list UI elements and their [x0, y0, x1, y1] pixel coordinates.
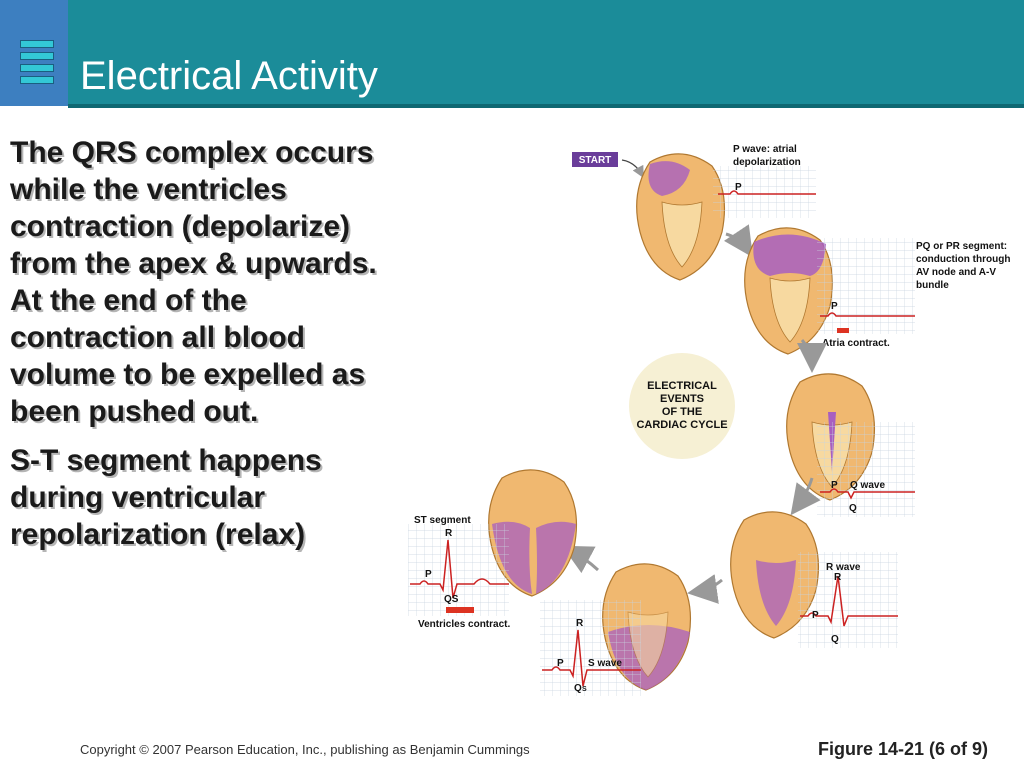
ecg-panel-1	[713, 144, 816, 218]
ecg3-q-letter: Q	[849, 503, 857, 514]
atria-contract-label: Atria contract.	[822, 338, 890, 349]
ecg2-p-letter: P	[831, 301, 838, 312]
start-arrow	[622, 160, 642, 175]
logo-stack-icon	[20, 40, 54, 88]
center-line-3: OF THE	[661, 406, 703, 418]
cycle-arrow-2	[802, 340, 812, 364]
cycle-arrow-1	[726, 234, 748, 250]
ecg6-qs-letters: QS	[444, 594, 459, 605]
start-label: START	[578, 155, 612, 166]
slide-title: Electrical Activity	[80, 54, 378, 98]
ecg-panel-3	[817, 422, 915, 517]
heart-1	[637, 154, 725, 280]
ecg4-q-letter: Q	[831, 634, 839, 645]
ecg5-r-letter: R	[576, 618, 584, 629]
copyright-text: Copyright © 2007 Pearson Education, Inc., publishing as Benjamin Cummings	[80, 742, 530, 757]
ecg5-p-letter: P	[557, 658, 564, 669]
ecg-panel-5	[540, 600, 641, 696]
s-wave-label: S wave	[588, 658, 622, 669]
body-text	[10, 134, 410, 565]
ecg3-p-letter: P	[831, 480, 838, 491]
ecg6-p-letter: P	[425, 569, 432, 580]
q-wave-label: Q wave	[850, 480, 886, 491]
figure-reference: Figure 14-21 (6 of 9)	[817, 739, 988, 759]
st-segment-label: ST segment	[414, 515, 471, 526]
ventricles-contract-label: Ventricles contract.	[418, 619, 511, 630]
ecg-panel-2	[817, 238, 1010, 349]
p-wave-line-1: P wave: atrial	[733, 144, 797, 155]
st-paragraph: S-T segment happens during ventricular repolarization (relax)	[10, 444, 322, 551]
header-divider	[68, 104, 1024, 108]
center-line-2: EVENTS	[659, 393, 705, 405]
pq-line-3: AV node and A-V	[916, 267, 996, 278]
ecg6-r-letter: R	[445, 528, 453, 539]
r-wave-label: R wave	[826, 562, 861, 573]
ecg1-p-letter: P	[735, 182, 742, 193]
qrs-paragraph: The QRS complex occurs while the ventricles contraction (depolarize) from the apex & upwards. At the end of the contraction all blood volume to be expelled as been pushed out.	[10, 136, 377, 428]
ecg5-s-letter: S	[582, 686, 587, 693]
ecg-panel-4	[798, 552, 898, 648]
center-line-4: CARDIAC CYCLE	[636, 419, 728, 431]
ecg5-q-letter: Q	[574, 683, 582, 694]
p-wave-line-2: depolarization	[733, 157, 801, 168]
ecg4-p-letter: P	[812, 610, 819, 621]
ecg4-r-letter: R	[834, 572, 842, 583]
cycle-arrow-5	[570, 550, 598, 570]
pq-line-1: PQ or PR segment:	[916, 241, 1008, 252]
center-label-group	[629, 353, 735, 459]
cycle-arrow-4	[696, 580, 722, 592]
ecg-panel-6	[408, 515, 510, 630]
pq-line-2: conduction through	[916, 254, 1011, 265]
cardiac-cycle-diagram	[400, 130, 1024, 710]
center-line-1: ELECTRICAL	[647, 380, 717, 392]
pq-line-4: bundle	[916, 280, 949, 291]
